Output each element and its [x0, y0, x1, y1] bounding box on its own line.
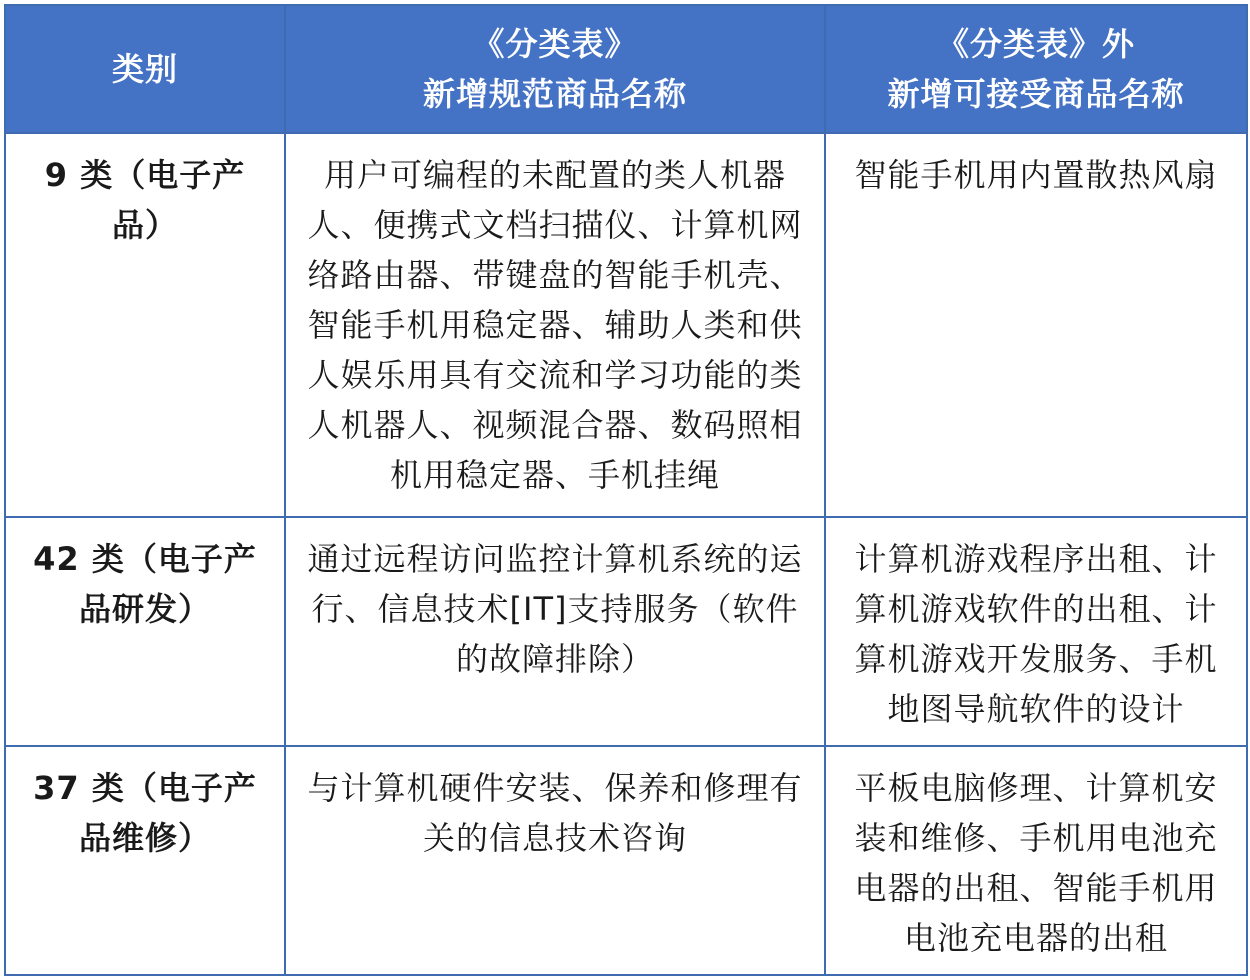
row-category-cell: 42 类（电子产品研发）: [5, 517, 285, 746]
goods-classification-table: [4, 4, 1248, 976]
row-category-cell: 37 类（电子产品维修）: [5, 746, 285, 975]
table-row: [5, 133, 1247, 517]
header-standard-line2: 新增规范商品名称: [422, 75, 687, 113]
header-category: 类别: [5, 5, 285, 133]
row-category-cell: 9 类（电子产品）: [5, 133, 285, 517]
table-row: [5, 746, 1247, 975]
row-standard-cell: 用户可编程的未配置的类人机器人、便携式文档扫描仪、计算机网络路由器、带键盘的智能手机壳、智能手机用稳定器、辅助人类和供人娱乐用具有交流和学习功能的类人机器人、视频混合器、数码照相机用稳定器、手机挂绳: [285, 133, 825, 517]
row-standard-cell: 通过远程访问监控计算机系统的运行、信息技术[IT]支持服务（软件的故障排除）: [285, 517, 825, 746]
table-row: [5, 517, 1247, 746]
header-acceptable-line2: 新增可接受商品名称: [887, 75, 1185, 113]
header-standard-line1: 《分类表》: [472, 25, 638, 63]
row-acceptable-cell: 平板电脑修理、计算机安装和维修、手机用电池充电器的出租、智能手机用电池充电器的出租: [825, 746, 1247, 975]
row-acceptable-cell: 计算机游戏程序出租、计算机游戏软件的出租、计算机游戏开发服务、手机地图导航软件的设计: [825, 517, 1247, 746]
row-acceptable-cell: 智能手机用内置散热风扇: [825, 133, 1247, 517]
header-acceptable-names: [825, 5, 1247, 133]
header-standard-names: [285, 5, 825, 133]
header-acceptable-line1: 《分类表》外: [936, 25, 1135, 63]
row-standard-cell: 与计算机硬件安装、保养和修理有关的信息技术咨询: [285, 746, 825, 975]
header-row: [5, 5, 1247, 133]
